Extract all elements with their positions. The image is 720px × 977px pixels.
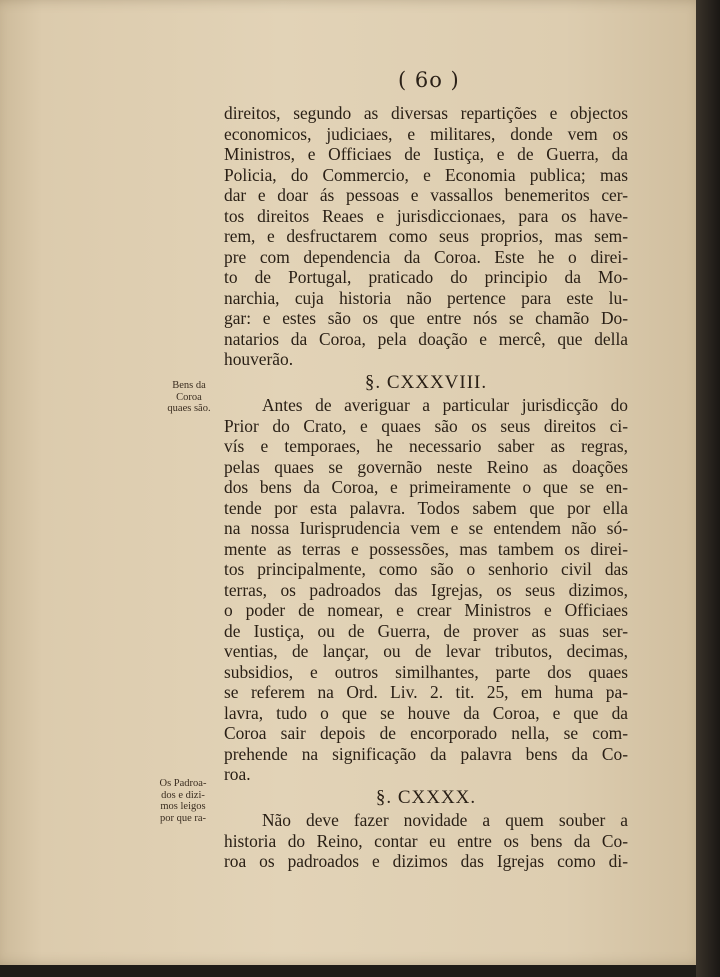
text-line: se referem na Ord. Liv. 2. tit. 25, em huma pa-: [224, 682, 628, 702]
paragraph-1: [224, 103, 628, 370]
text-line: Ministros, e Officiaes de Iustiça, e de Guerra, da: [224, 144, 628, 164]
page-number: ( 6o ): [398, 68, 460, 92]
text-line: o poder de nomear, e crear Ministros e Officiaes: [224, 600, 628, 620]
text-line: na nossa Iurisprudencia vem e se entendem não só-: [224, 518, 628, 538]
text-line: dos bens da Coroa, e primeiramente o que se en-: [224, 477, 628, 497]
text-line: Prior do Crato, e quaes são os seus direitos ci-: [224, 415, 628, 436]
text-line: economicos, judiciaes, e militares, donde vem os: [224, 123, 628, 144]
text-line: vís e temporaes, he necessario saber as regras,: [224, 436, 628, 456]
section-heading-cxxxx: §. CXXXX.: [375, 786, 477, 808]
text-line: rem, e desfructarem como seus proprios, mas sem-: [224, 226, 628, 246]
margin-note-line: por que ra-: [159, 812, 207, 824]
text-line: dar e doar ás pessoas e vassallos benemeritos cer-: [224, 185, 628, 205]
margin-note-line: Bens da: [172, 380, 206, 391]
text-line: houverão.: [224, 349, 294, 369]
text-line: lavra, tudo o que se houve da Coroa, e que da: [224, 702, 628, 723]
text-line: tende por esta palavra. Todos sabem que por ella: [224, 497, 628, 518]
text-line: tos direitos Reaes e jurisdiccionaes, para os have-: [224, 205, 628, 226]
text-line: Coroa sair depois de encorporado nella, se com-: [224, 723, 628, 743]
book-binding-edge: [696, 0, 720, 977]
margin-note-line: quaes são.: [167, 403, 211, 414]
text-line: ventias, de lançar, ou de levar tributos, decimas,: [224, 641, 628, 661]
paragraph-2: [224, 395, 628, 785]
text-line: pelas quaes se governão neste Reino as doações: [224, 456, 628, 477]
body-text: [224, 103, 628, 872]
text-line: tos principalmente, como são o senhorio civil das: [224, 559, 628, 579]
text-line: Policia, do Commercio, e Economia publica; mas: [224, 164, 628, 185]
text-line: subsidios, e outros similhantes, parte dos quaes: [224, 661, 628, 682]
margin-note-line: Coroa: [176, 391, 202, 403]
text-line: historia do Reino, contar eu entre os bens da Co-: [224, 830, 628, 851]
text-line: direitos, segundo as diversas repartições e objectos: [224, 103, 628, 123]
margin-note-bens-da-coroa: [160, 380, 218, 415]
text-line: Antes de averiguar a particular jurisdicção do: [262, 395, 628, 415]
text-line: terras, os padroados das Igrejas, os seus dizimos,: [224, 579, 628, 600]
margin-note-line: Os Padroa-: [159, 778, 207, 789]
text-line: narchia, cuja historia não pertence para este lu-: [224, 287, 628, 308]
text-line: roa os padroados e dizimos das Igrejas como di-: [224, 851, 628, 871]
text-line: prehende na significação da palavra bens da Co-: [224, 743, 628, 764]
margin-note-padroados: [152, 778, 214, 824]
margin-note-line: dos e dizi-: [161, 789, 205, 801]
text-line: gar: e estes são os que entre nós se chamão Do-: [224, 308, 628, 328]
text-line: roa.: [224, 764, 251, 784]
paragraph-3: [224, 810, 628, 872]
text-line: to de Portugal, praticado do principio da Mo-: [224, 267, 628, 287]
text-line: pre com dependencia da Coroa. Este he o direi-: [224, 246, 628, 267]
text-line: mente as terras e possessões, mas tambem os direi-: [224, 538, 628, 559]
text-line: Não deve fazer novidade a quem souber a: [262, 810, 628, 830]
text-line: natarios da Coroa, pela doação e mercê, que della: [224, 328, 628, 349]
margin-note-line: mos leigos: [160, 801, 206, 812]
text-line: de Iustiça, ou de Guerra, de prover as suas ser-: [224, 620, 628, 641]
section-heading-cxxxviii: §. CXXXVIII.: [364, 371, 488, 393]
